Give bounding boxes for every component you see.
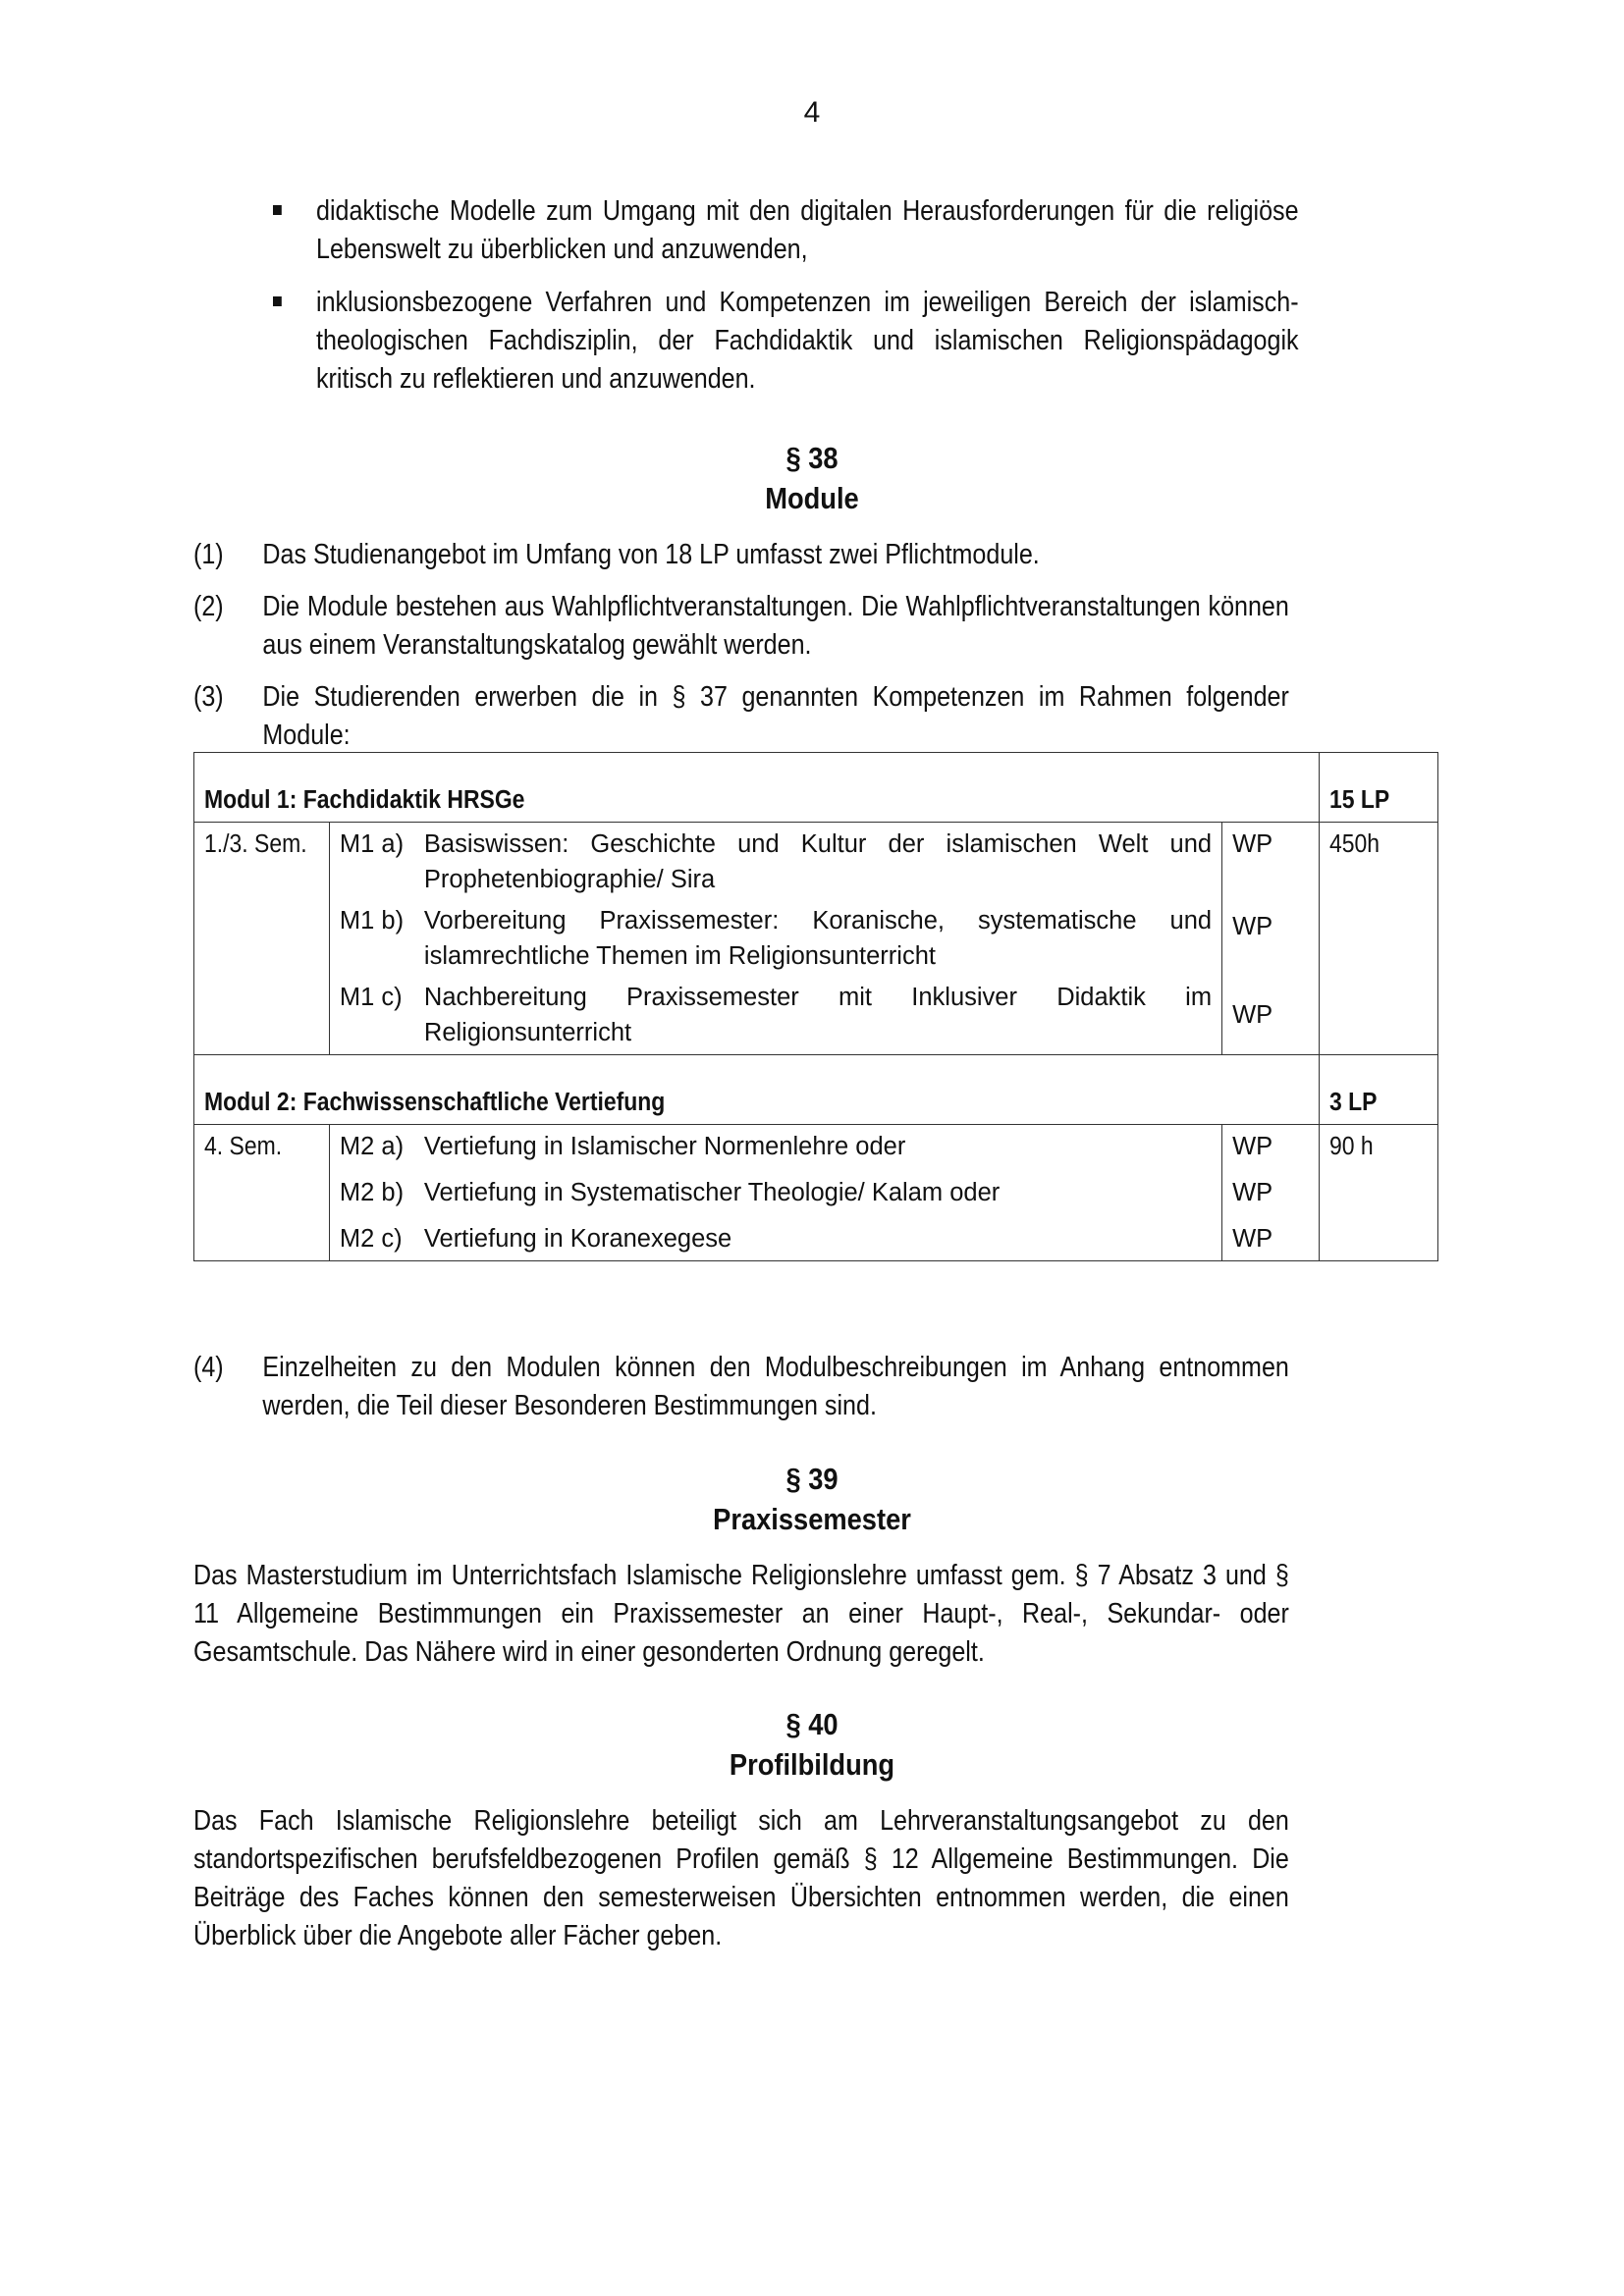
- course-item: M1 a) Basiswissen: Geschichte und Kultur der islamischen Welt und Prophetenbiographie/ Sira: [339, 830, 1213, 893]
- course-item: M2 b) Vertiefung in Systematischer Theologie/ Kalam oder: [339, 1179, 1001, 1206]
- course-list-cell: [329, 1125, 1221, 1261]
- course-type-cell: WP WP WP: [1222, 823, 1320, 1055]
- section-40-text: Das Fach Islamische Religionslehre beteiligt sich am Lehrveranstaltungsangebot zu den standortspezifischen berufsfeldbezogenen Profilen gemäß § 12 Allgemeine Bestimmungen. Die Beiträge des Faches können den semesterweisen Übersichten entnommen werden, die einen Überblick über die Angebote aller Fächer geben.: [193, 1805, 1289, 1951]
- section-number: § 39: [785, 1462, 839, 1496]
- numbered-paragraph: (3) Die Studierenden erwerben die in § 37 genannten Kompetenzen im Rahmen folgender Module:: [193, 681, 1289, 751]
- section-number: § 38: [785, 441, 839, 475]
- course-item: M2 a) Vertiefung in Islamischer Normenlehre oder: [339, 1133, 906, 1160]
- numbered-paragraph: (2) Die Module bestehen aus Wahlpflichtveranstaltungen. Die Wahlpflichtveranstaltungen können aus einem Veranstaltungskatalog gewählt werden.: [193, 591, 1289, 661]
- numbered-paragraph: (1) Das Studienangebot im Umfang von 18 LP umfasst zwei Pflichtmodule.: [193, 539, 1040, 570]
- workload-cell: 90 h: [1320, 1125, 1438, 1261]
- section-39-heading: [97, 1459, 1527, 1539]
- page-number: 4: [803, 96, 821, 129]
- bullet-square-icon: [273, 296, 282, 306]
- semester-cell: 1./3. Sem.: [194, 823, 330, 1055]
- bullet-square-icon: [273, 205, 282, 215]
- numbered-paragraph: (4) Einzelheiten zu den Modulen können den Modulbeschreibungen im Anhang entnommen werden, die Teil dieser Besonderen Bestimmungen sind.: [193, 1352, 1289, 1421]
- module-credits: 15 LP: [1320, 753, 1438, 823]
- module-2-header-row: [194, 1055, 1438, 1125]
- section-title: Profilbildung: [729, 1747, 895, 1782]
- section-38-heading: [97, 438, 1527, 518]
- competence-bullet-list: [273, 192, 1299, 413]
- semester-cell: 4. Sem.: [194, 1125, 330, 1261]
- section-38-paragraph-4: [193, 1349, 1289, 1439]
- course-item: M2 c) Vertiefung in Koranexegese: [339, 1225, 732, 1253]
- section-40-heading: [97, 1704, 1527, 1785]
- workload-cell: 450h: [1320, 823, 1438, 1055]
- section-39-text: Das Masterstudium im Unterrichtsfach Islamische Religionslehre umfasst gem. § 7 Absatz 3 und § 11 Allgemeine Bestimmungen ein Praxissemester an einer Haupt-, Real-, Sekundar- oder Gesamtschule. Das Nähere wird in einer gesonderten Ordnung geregelt.: [193, 1560, 1289, 1668]
- bullet-item: didaktische Modelle zum Umgang mit den digitalen Herausforderungen für die religiöse Lebenswelt zu überblicken und anzuwenden,: [273, 192, 1299, 269]
- section-38-paragraphs: [193, 536, 1289, 769]
- module-title: Modul 2: Fachwissenschaftliche Vertiefung: [194, 1055, 1320, 1125]
- module-credits: 3 LP: [1320, 1055, 1438, 1125]
- module-1-header-row: [194, 753, 1438, 823]
- module-1-body-row: [194, 823, 1438, 1055]
- section-title: Module: [765, 481, 859, 515]
- course-item: M1 b) Vorbereitung Praxissemester: Koranische, systematische und islamrechtliche Themen im Religionsunterricht: [339, 907, 1213, 970]
- module-title: Modul 1: Fachdidaktik HRSGe: [194, 753, 1320, 823]
- section-title: Praxissemester: [713, 1502, 911, 1536]
- module-table: [193, 752, 1438, 1261]
- course-item: M1 c) Nachbereitung Praxissemester mit Inklusiver Didaktik im Religionsunterricht: [339, 984, 1213, 1046]
- module-2-body-row: [194, 1125, 1438, 1261]
- section-number: § 40: [785, 1707, 839, 1741]
- course-type-cell: WP WP WP: [1222, 1125, 1320, 1261]
- bullet-item: inklusionsbezogene Verfahren und Kompetenzen im jeweiligen Bereich der islamisch-theologischen Fachdisziplin, der Fachdidaktik und islamischen Religionspädagogik kritisch zu reflektieren und anzuwenden.: [273, 284, 1299, 399]
- course-list-cell: [329, 823, 1221, 1055]
